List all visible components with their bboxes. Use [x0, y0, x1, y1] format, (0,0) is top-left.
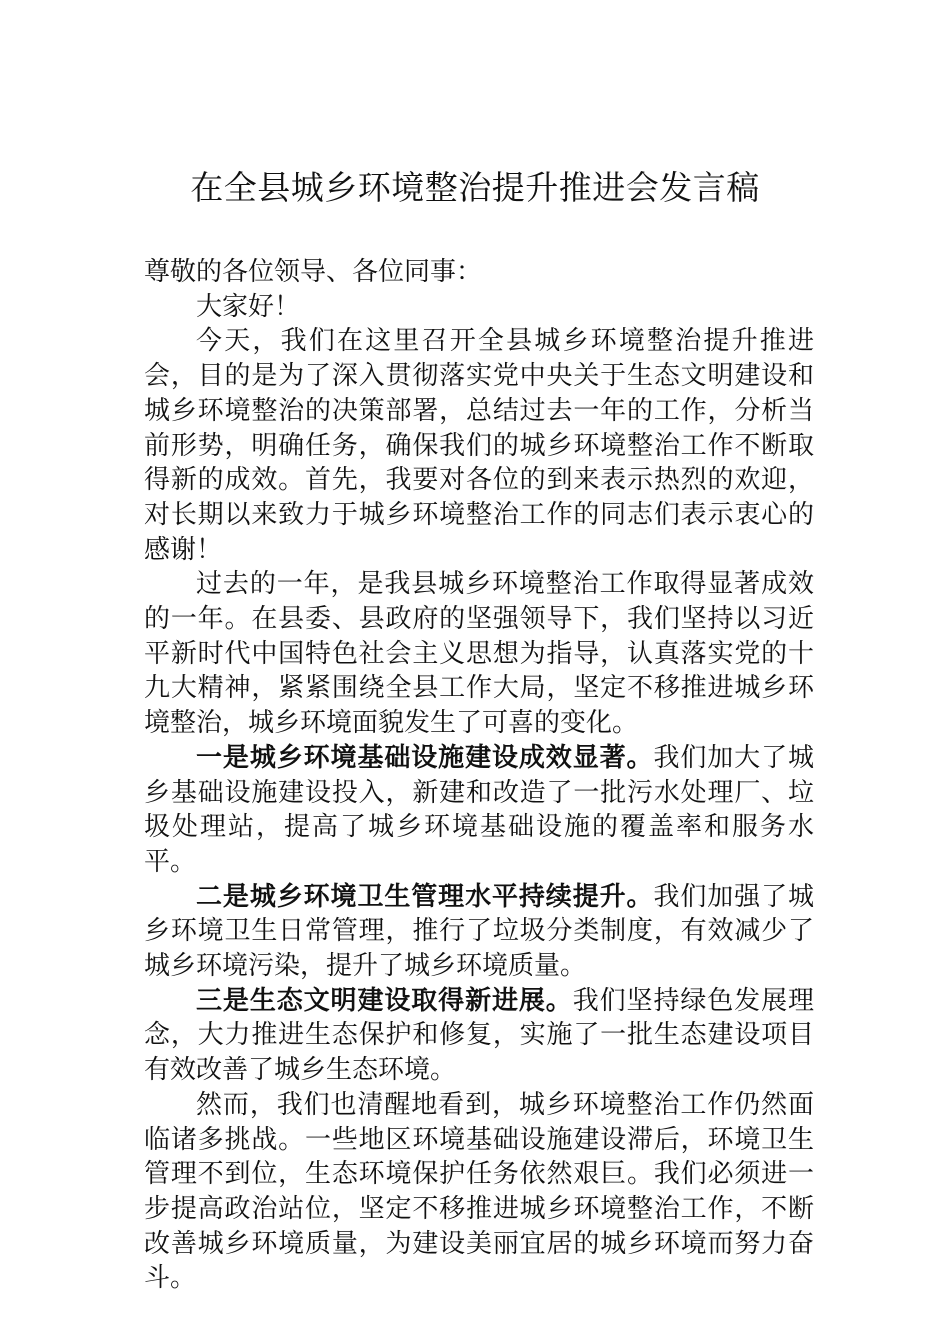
paragraph-intro: 今天，我们在这里召开全县城乡环境整治提升推进会，目的是为了深入贯彻落实党中央关于生态文明建设和城乡环境整治的决策部署，总结过去一年的工作，分析当前形势，明确任务，确保我们的城乡环境整治工作不断取得新的成效。首先，我要对各位的到来表示热烈的欢迎，对长期以来致力于城乡环境整治工作的同志们表示衷心的感谢！: [144, 326, 814, 565]
paragraph-point-1: [144, 741, 814, 880]
salutation: 尊敬的各位领导、各位同事：: [144, 257, 483, 287]
paragraph-point-3: [144, 984, 814, 1088]
point-1-lead: 一是城乡环境基础设施建设成效显著。: [196, 742, 654, 773]
point-2-lead: 二是城乡环境卫生管理水平持续提升。: [196, 881, 654, 912]
paragraph-challenges: 然而，我们也清醒地看到，城乡环境整治工作仍然面临诸多挑战。一些地区环境基础设施建设滞后，环境卫生管理不到位，生态环境保护任务依然艰巨。我们必须进一步提高政治站位，坚定不移推进城乡环境整治工作，不断改善城乡环境质量，为建设美丽宜居的城乡环境而努力奋斗。: [144, 1089, 814, 1294]
greeting: 大家好！: [196, 291, 301, 322]
paragraph-review: 过去的一年，是我县城乡环境整治工作取得显著成效的一年。在县委、县政府的坚强领导下，我们坚持以习近平新时代中国特色社会主义思想为指导，认真落实党的十九大精神，紧紧围绕全县工作大局，坚定不移推进城乡环境整治，城乡环境面貌发生了可喜的变化。: [144, 569, 814, 739]
document-body: [144, 255, 814, 1296]
document-title: 在全县城乡环境整治提升推进会发言稿: [190, 168, 760, 207]
paragraph-point-2: [144, 880, 814, 984]
point-3-text: 我们坚持绿色发展理念，大力推进生态保护和修复，实施了一批生态建设项目有效改善了城乡生态环境。: [144, 985, 814, 1086]
point-1-text: 我们加大了城乡基础设施建设投入，新建和改造了一批污水处理厂、垃圾处理站，提高了城乡环境基础设施的覆盖率和服务水平。: [144, 742, 814, 877]
point-3-lead: 三是生态文明建设取得新进展。: [196, 985, 573, 1016]
point-2-text: 我们加强了城乡环境卫生日常管理，推行了垃圾分类制度，有效减少了城乡环境污染，提升了城乡环境质量。: [144, 881, 814, 982]
